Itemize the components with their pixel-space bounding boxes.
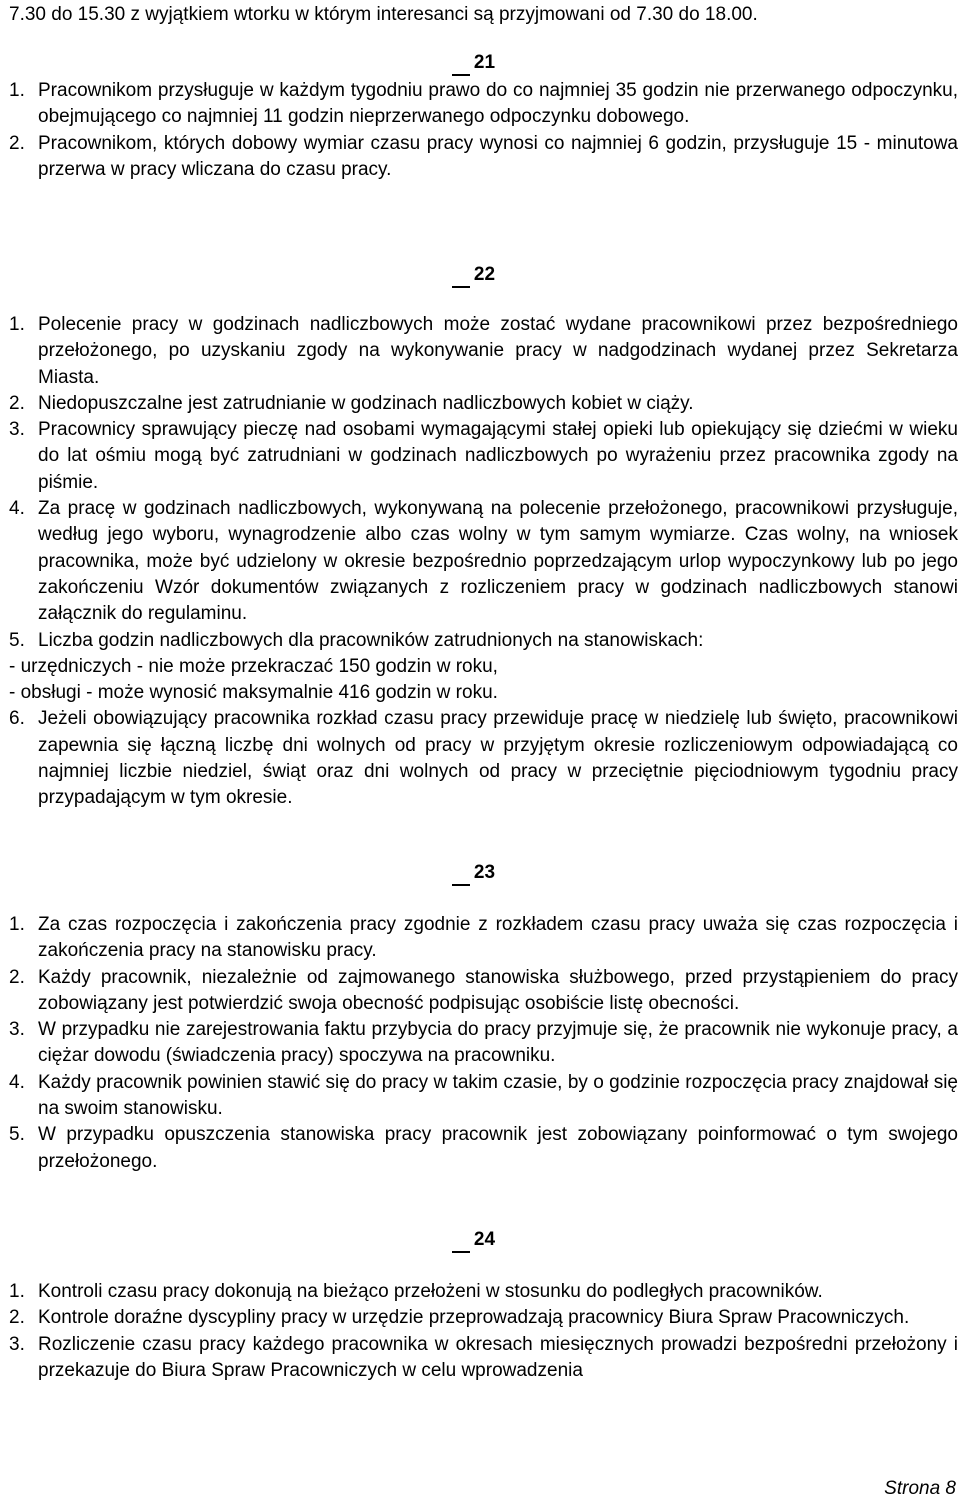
- list-item: 5. Liczba godzin nadliczbowych dla pracowników zatrudnionych na stanowiskach: - urzędniczych - nie może przekraczać 150 godzin w roku, - obsługi - może wynosić maksymalnie 416 godzin w roku.: [9, 628, 958, 707]
- list-item: 4. Każdy pracownik powinien stawić się do pracy w takim czasie, by o godzinie rozpoczęcia pracy znajdował się na swoim stanowisku.: [9, 1071, 958, 1120]
- list-item: 2. Każdy pracownik, niezależnie od zajmowanego stanowiska służbowego, przed przystąpieniem do pracy zobowiązany jest potwierdzić swoja obecność podpisując osobiście listę obecności.: [9, 966, 958, 1014]
- list-item: 1. Kontroli czasu pracy dokonują na bieżąco przełożeni w stosunku do podległych pracowników.: [9, 1281, 823, 1302]
- intro-text: 7.30 do 15.30 z wyjątkiem wtorku w którym interesanci są przyjmowani od 7.30 do 18.00.: [9, 4, 758, 25]
- list-item: 3. Pracownicy sprawujący pieczę nad osobami wymagającymi stałej opieki lub opiekujący się dziećmi w wieku do lat ośmiu mogą być zatrudniani w godzinach nadliczbowych po wyrażeniu przez pracownika zgody na piśmie.: [9, 419, 958, 493]
- list-item: 1. Za czas rozpoczęcia i zakończenia pracy zgodnie z rozkładem czasu pracy uważa się czas rozpoczęcia i zakończenia pracy na stanowisku pracy.: [9, 914, 958, 962]
- list-item: 2. Niedopuszczalne jest zatrudnianie w godzinach nadliczbowych kobiet w ciąży.: [9, 392, 694, 414]
- section-heading-21: [9, 50, 958, 80]
- section-number: 21: [472, 50, 495, 76]
- section-23-list: [9, 912, 958, 1175]
- list-item: 1. Pracownikom przysługuje w każdym tygodniu prawo do co najmniej 35 godzin nie przerwanego odpoczynku, obejmującego co najmniej 11 godzin nieprzerwanego odpoczynku dobowego.: [9, 80, 958, 128]
- section-heading-22: [9, 262, 958, 292]
- section-number: 22: [472, 262, 495, 288]
- sub-item: - urzędniczych - nie może przekraczać 150 godzin w roku,: [9, 655, 498, 677]
- page-number: Strona 8: [884, 1478, 956, 1499]
- list-item: 2. Kontrole doraźne dyscypliny pracy w urzędzie przeprowadzają pracownicy Biura Spraw Pracowniczych.: [9, 1307, 910, 1329]
- sub-item: - obsługi - może wynosić maksymalnie 416 godzin w roku.: [9, 682, 498, 704]
- section-22-list: [9, 312, 958, 812]
- section-number: 23: [472, 860, 495, 886]
- list-item: 2. Pracownikom, których dobowy wymiar czasu pracy wynosi co najmniej 6 godzin, przysługuje 15 - minutowa przerwa w pracy wliczana do czasu pracy.: [9, 132, 958, 180]
- list-item: 3. Rozliczenie czasu pracy każdego pracownika w okresach miesięcznych prowadzi bezpośredni przełożony i przekazuje do Biura Spraw Pracowniczych w celu wprowadzenia: [9, 1333, 958, 1381]
- section-heading-24: [9, 1227, 958, 1257]
- list-item: 3. W przypadku nie zarejestrowania faktu przybycia do pracy przyjmuje się, że pracownik nie wykonuje pracy, a ciężar dowodu (świadczenia pracy) spoczywa na pracowniku.: [9, 1019, 958, 1067]
- list-item: 1. Polecenie pracy w godzinach nadliczbowych może zostać wydane pracownikowi przez bezpośredniego przełożonego, po uzyskaniu zgody na wykonywanie pracy w nadgodzinach wydanej przez Sekretarza Miasta.: [9, 314, 958, 388]
- section-heading-23: [9, 860, 958, 890]
- section-24-list: [9, 1279, 958, 1384]
- list-item: 4. Za pracę w godzinach nadliczbowych, wykonywaną na polecenie przełożonego, pracownikowi przysługuje, według jego wyboru, wynagrodzenie albo czas wolny w tym samym wymiarze. Czas wolny, na wniosek pracownika, może być udzielony w okresie bezpośrednio poprzedzającym urlop wypoczynkowy lub po jego zakończeniu Wzór dokumentów związanych z rozliczeniem pracy w godzinach nadliczbowych stanowi załącznik do regulaminu.: [9, 498, 958, 625]
- list-item: 5. W przypadku opuszczenia stanowiska pracy pracownik jest zobowiązany poinformować o tym swojego przełożonego.: [9, 1124, 958, 1172]
- section-number: 24: [472, 1227, 495, 1253]
- section-21-list: [9, 78, 958, 183]
- list-item: 6. Jeżeli obowiązujący pracownika rozkład czasu pracy przewiduje pracę w niedzielę lub święto, pracownikowi zapewnia się łączną liczbę dni wolnych od pracy w przyjętym okresie rozliczeniowym odpowiadającą co najmniej liczbie niedziel, świąt oraz dni wolnych od pracy w przeciętnie pięciodniowym tygodniu pracy przypadającym w tym okresie.: [9, 708, 958, 809]
